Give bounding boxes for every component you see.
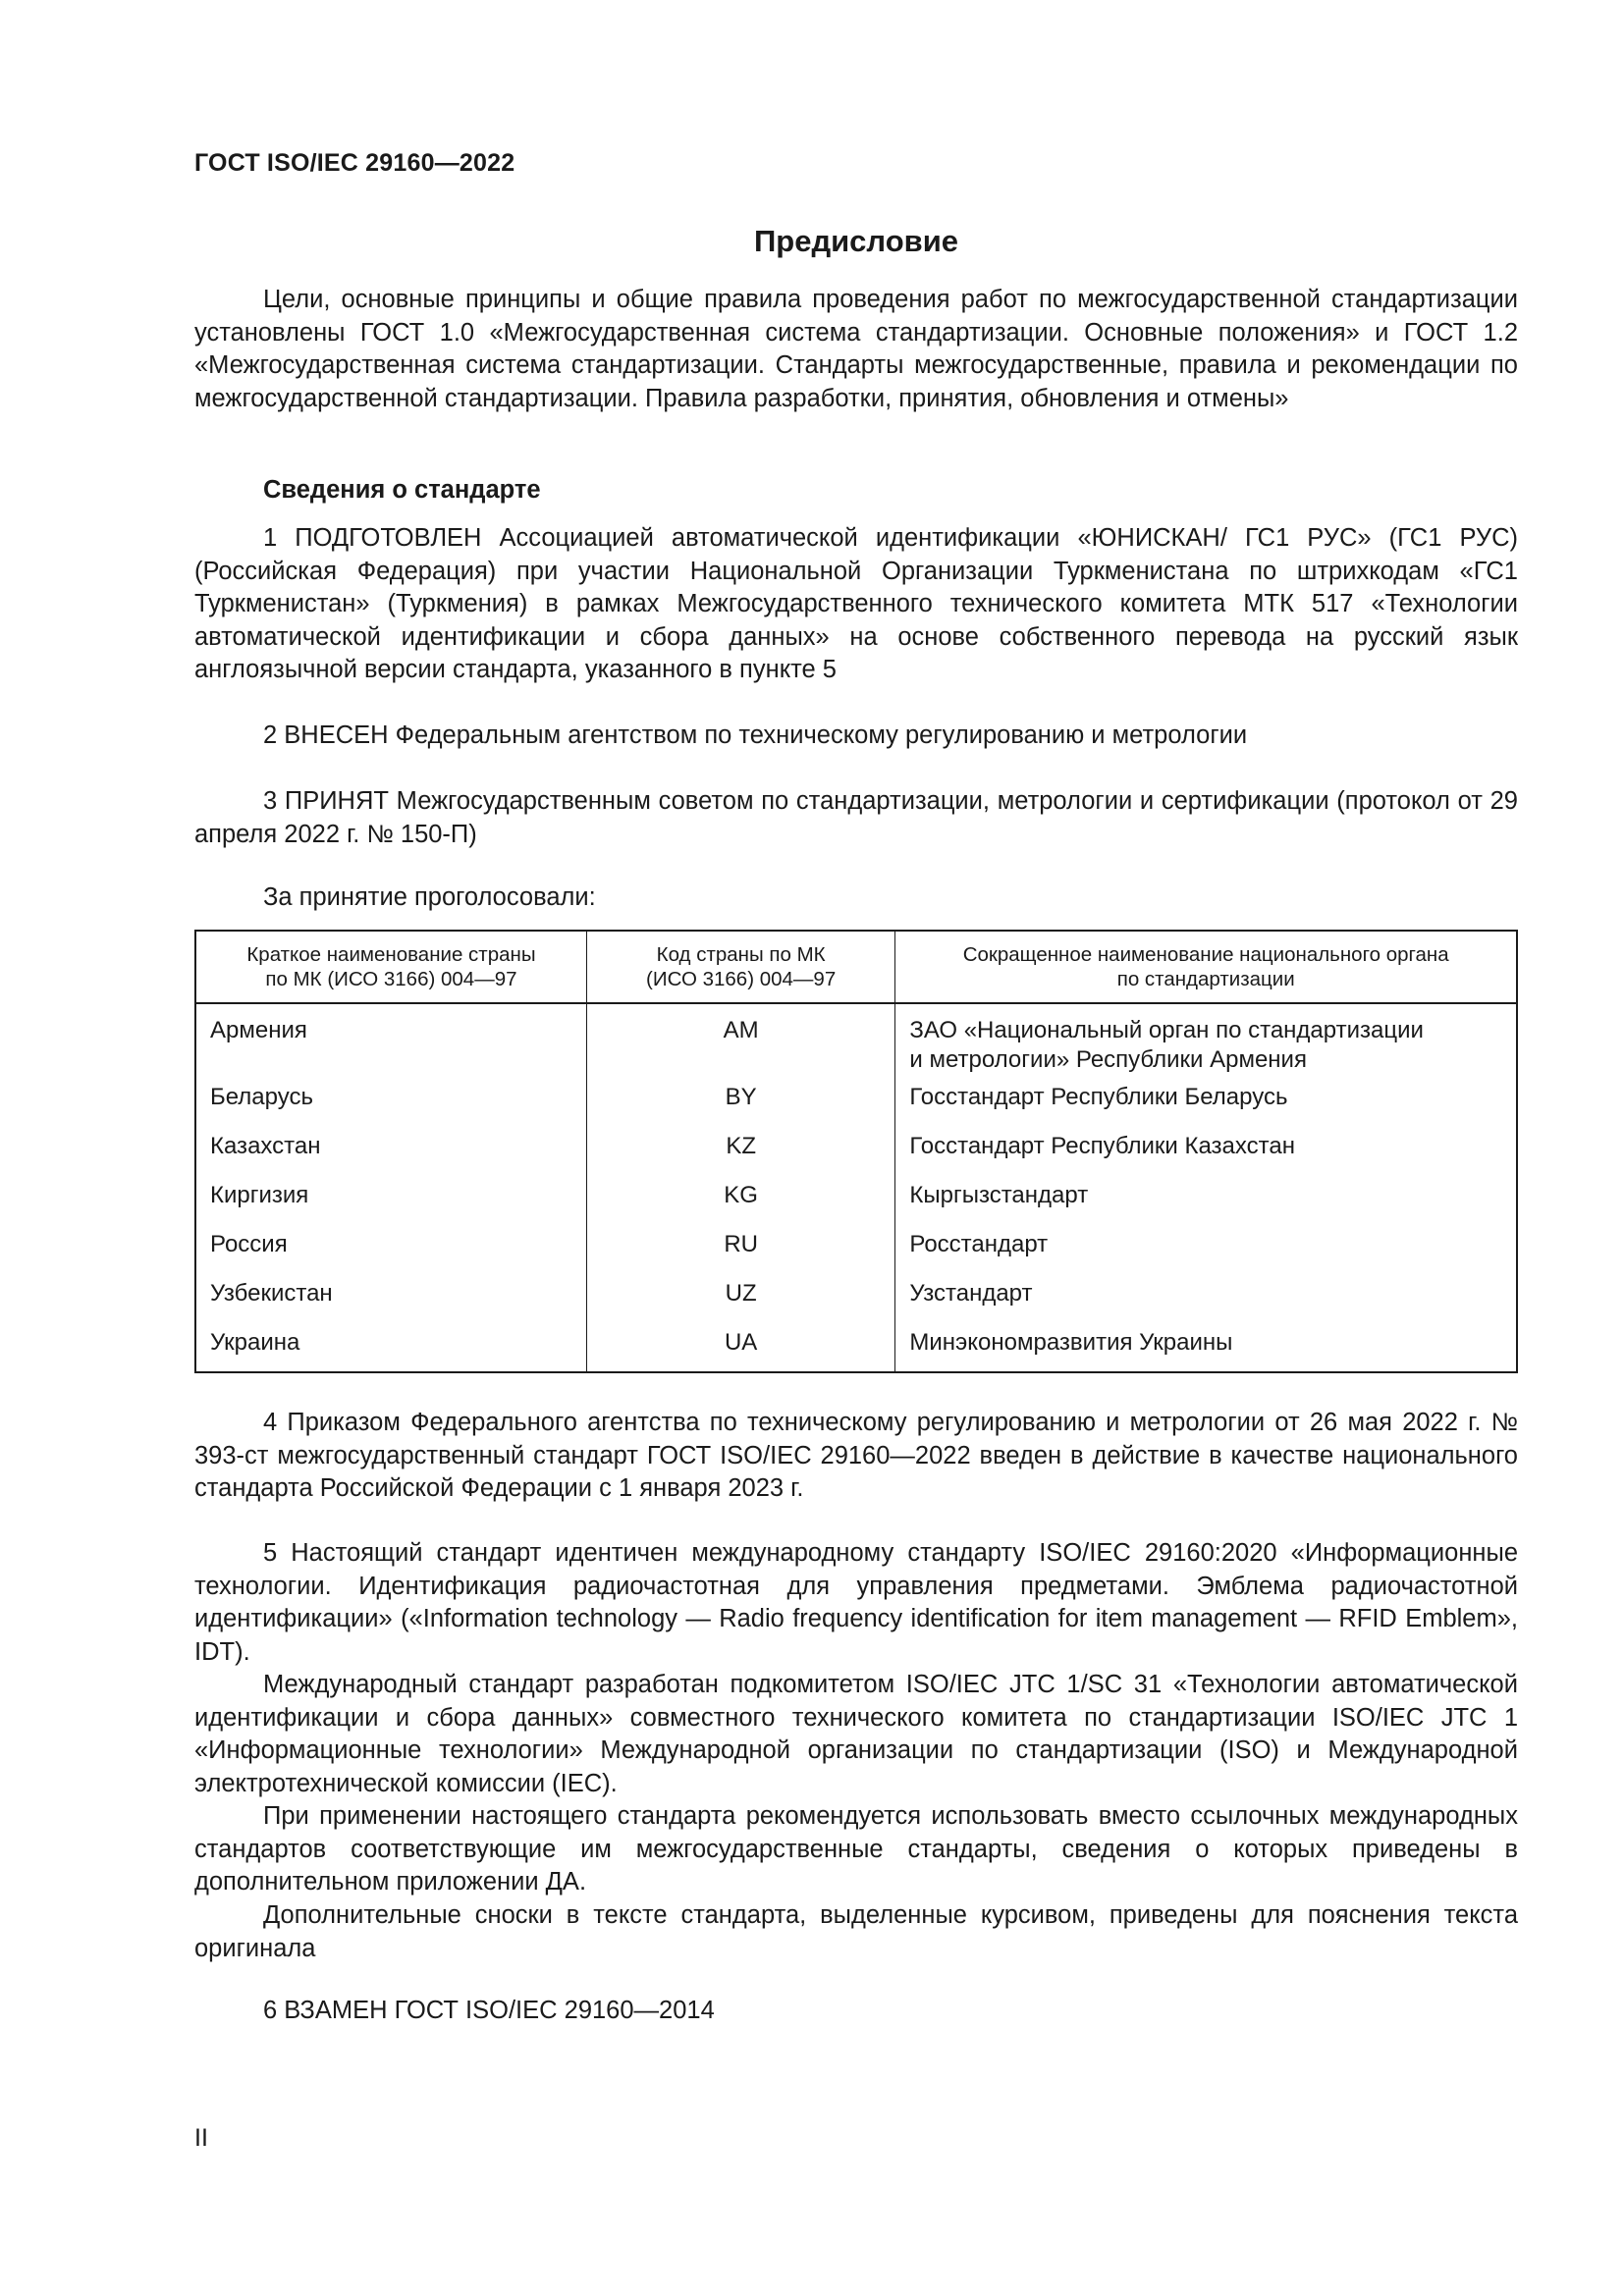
- item-1-paragraph: 1 ПОДГОТОВЛЕН Ассоциацией автоматической идентификации «ЮНИСКАН/ ГС1 РУС» (ГС1 РУС) (Российская Федерация) при участии Национальной Организации Туркменистана по штрихкодам «ГС1 Туркменистан» (Туркмения) в рамках Межгосударственного технического комитета МТК 517 «Технологии автоматической идентификации и сбора данных» на основе собственного перевода на русский язык англоязычной версии стандарта, указанного в пункте 5: [194, 524, 1518, 683]
- body-cell: Узстандарт: [895, 1279, 1517, 1328]
- document-code: ГОСТ ISO/IEC 29160—2022: [194, 149, 515, 177]
- header-country: [195, 931, 586, 1003]
- header-body: [895, 931, 1517, 1003]
- item-6-paragraph: 6 ВЗАМЕН ГОСТ ISO/IEC 29160—2014: [263, 1997, 715, 2024]
- code-cell: BY: [586, 1083, 894, 1132]
- code-cell: UA: [586, 1328, 894, 1372]
- table-row: [195, 1083, 1517, 1132]
- header-code: [586, 931, 894, 1003]
- item-4-paragraph: 4 Приказом Федерального агентства по техническому регулированию и метрологии от 26 мая 2022 г. № 393-ст межгосударственный стандарт ГОСТ ISO/IEC 29160—2022 введен в действие в качестве национального стандарта Российской Федерации с 1 января 2023 г.: [194, 1409, 1518, 1502]
- code-cell: AM: [586, 1003, 894, 1083]
- code-cell: KG: [586, 1181, 894, 1230]
- country-cell: Россия: [195, 1230, 586, 1279]
- table-row: [195, 1230, 1517, 1279]
- table-row: [195, 1132, 1517, 1181]
- body-cell: [895, 1003, 1517, 1083]
- item-2-paragraph: 2 ВНЕСЕН Федеральным агентством по техническому регулированию и метрологии: [263, 721, 1248, 749]
- body-cell: Кыргызстандарт: [895, 1181, 1517, 1230]
- code-cell: KZ: [586, 1132, 894, 1181]
- table-row: [195, 1279, 1517, 1328]
- item-5-footnotes-paragraph: Дополнительные сноски в тексте стандарта, выделенные курсивом, приведены для пояснения текста оригинала: [194, 1901, 1518, 1962]
- body-cell: Росстандарт: [895, 1230, 1517, 1279]
- vote-intro: За принятие проголосовали:: [263, 883, 596, 911]
- body-cell: Минэкономразвития Украины: [895, 1328, 1517, 1372]
- country-cell: Украина: [195, 1328, 586, 1372]
- page-number: II: [194, 2124, 208, 2152]
- country-cell: Беларусь: [195, 1083, 586, 1132]
- country-cell: Армения: [195, 1003, 586, 1083]
- table-row: [195, 1181, 1517, 1230]
- item-5-paragraph: 5 Настоящий стандарт идентичен международному стандарту ISO/IEC 29160:2020 «Информационные технологии. Идентификация радиочастотная для управления предметами. Эмблема радиочастотной идентификации» («Information technology — Radio frequency identification for item management — RFID Emblem», IDT).: [194, 1539, 1518, 1666]
- table-header-row: [195, 931, 1517, 1003]
- table-row: [195, 1003, 1517, 1083]
- table-row: [195, 1328, 1517, 1372]
- header-country-line2: по МК (ИСО 3166) 004—97: [265, 968, 517, 990]
- item-3-paragraph: 3 ПРИНЯТ Межгосударственным советом по стандартизации, метрологии и сертификации (протокол от 29 апреля 2022 г. № 150-П): [194, 787, 1518, 848]
- voting-table: [194, 930, 1518, 1373]
- code-cell: RU: [586, 1230, 894, 1279]
- intro-paragraph: Цели, основные принципы и общие правила проведения работ по межгосударственной стандартизации установлены ГОСТ 1.0 «Межгосударственная система стандартизации. Основные положения» и ГОСТ 1.2 «Межгосударственная система стандартизации. Стандарты межгосударственные, правила и рекомендации по межгосударственной стандартизации. Правила разработки, принятия, обновления и отмены»: [194, 286, 1518, 412]
- country-cell: Киргизия: [195, 1181, 586, 1230]
- body-cell-line2: и метрологии» Республики Армения: [909, 1046, 1307, 1073]
- body-cell: Госстандарт Республики Казахстан: [895, 1132, 1517, 1181]
- code-cell: UZ: [586, 1279, 894, 1328]
- item-5-committee-paragraph: Международный стандарт разработан подкомитетом ISO/IEC JTC 1/SC 31 «Технологии автоматической идентификации и сбора данных» совместного технического комитета по стандартизации ISO/IEC JTC 1 «Информационные технологии» Международной организации по стандартизации (ISO) и Международной электротехнической комиссии (IEC).: [194, 1671, 1518, 1797]
- country-cell: Узбекистан: [195, 1279, 586, 1328]
- body-cell-line1: ЗАО «Национальный орган по стандартизации: [909, 1017, 1424, 1043]
- page-title: Предисловие: [753, 224, 958, 258]
- item-5-references-paragraph: При применении настоящего стандарта рекомендуется использовать вместо ссылочных международных стандартов соответствующие им межгосударственные стандарты, сведения о которых приведены в дополнительном приложении ДА.: [194, 1802, 1518, 1896]
- section-heading: Сведения о стандарте: [263, 476, 541, 504]
- header-code-line1: Код страны по МК: [656, 943, 826, 966]
- header-body-line1: Сокращенное наименование национального органа: [962, 943, 1449, 966]
- header-code-line2: (ИСО 3166) 004—97: [646, 968, 837, 990]
- body-cell: Госстандарт Республики Беларусь: [895, 1083, 1517, 1132]
- country-cell: Казахстан: [195, 1132, 586, 1181]
- header-country-line1: Краткое наименование страны: [246, 943, 536, 966]
- header-body-line2: по стандартизации: [1116, 968, 1295, 990]
